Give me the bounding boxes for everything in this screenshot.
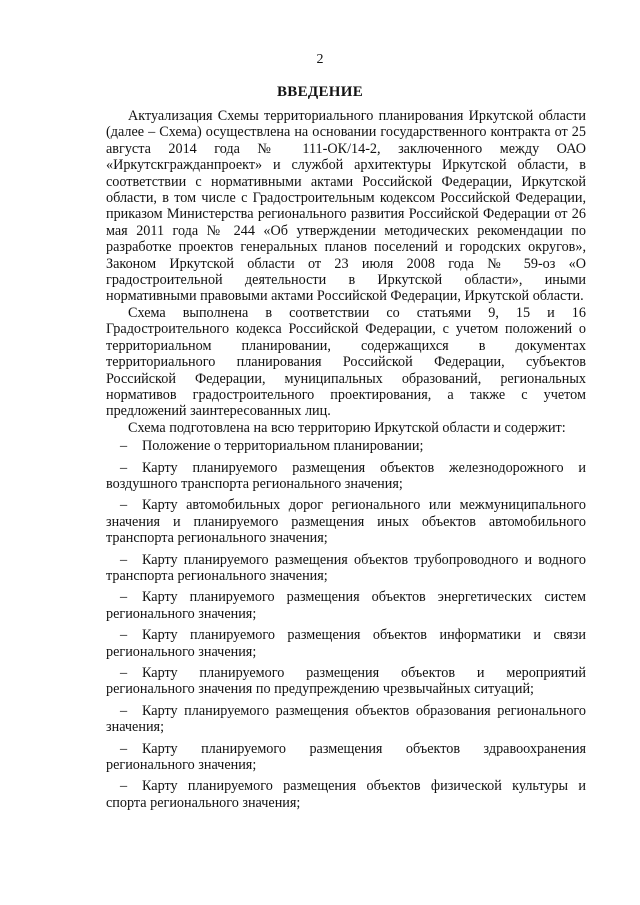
paragraph-compliance: Схема выполнена в соответствии со статьями 9, 15 и 16 Градостроительного кодекса Российской Федерации, с учетом положений о территориальном планировании, содержащихся в документах территориального планирования Российской Федерации, субъектов Российской Федерации, муниципальных образований, региональных нормативов градостроительного проектирования, а также с учетом предложений заинтересованных лиц. — [106, 304, 586, 420]
dash-marker: – — [120, 459, 128, 476]
list-item-text: Карту планируемого размещения объектов железнодорожного и воздушного транспорта регионального значения; — [106, 459, 586, 492]
dash-marker: – — [120, 497, 128, 514]
list-item-text: Карту планируемого размещения объектов энергетических систем регионального значения; — [106, 589, 586, 622]
list-item — [106, 703, 586, 736]
paragraph-contents-intro: Схема подготовлена на всю территорию Иркутской области и содержит: — [128, 419, 566, 436]
page-number: 2 — [316, 52, 324, 67]
list-item-text: Положение о территориальном планировании; — [142, 438, 424, 455]
dash-marker: – — [120, 665, 128, 681]
list-item-text: Карту планируемого размещения объектов физической культуры и спорта регионального значения; — [106, 778, 586, 811]
list-item — [106, 552, 586, 585]
list-item — [106, 589, 586, 622]
dash-marker: – — [120, 551, 128, 568]
dash-marker: – — [120, 438, 128, 455]
dash-marker: – — [120, 740, 128, 757]
dash-marker: – — [120, 627, 128, 644]
list-item — [106, 497, 586, 546]
document-body — [106, 108, 586, 811]
list-item-text: Карту планируемого размещения объектов образования регионального значения; — [106, 702, 586, 736]
dash-marker: – — [120, 778, 128, 795]
dash-marker: – — [120, 589, 128, 606]
list-item-text: Карту планируемого размещения объектов здравоохранения регионального значения; — [106, 740, 586, 774]
dash-marker: – — [120, 702, 128, 719]
list-item — [106, 741, 586, 774]
section-heading: ВВЕДЕНИЕ — [276, 84, 364, 100]
list-item-text: Карту планируемого размещения объектов трубопроводного и водного транспорта регионального значения; — [106, 551, 586, 584]
list-item — [106, 438, 586, 454]
contents-list — [106, 438, 586, 811]
list-item — [106, 665, 586, 698]
list-item-text: Карту планируемого размещения объектов и мероприятий регионального значения по предупреждению чрезвычайных ситуаций; — [106, 665, 586, 698]
list-item — [106, 778, 586, 811]
list-item-text: Карту планируемого размещения объектов информатики и связи регионального значения; — [106, 627, 586, 660]
list-item-text: Карту автомобильных дорог регионального или межмуниципального значения и планируемого размещения иных объектов автомобильного транспорта регионального значения; — [106, 497, 586, 547]
paragraph-basis: Актуализация Схемы территориального планирования Иркутской области (далее – Схема) осуществлена на основании государственного контракта от 25 августа 2014 года № 111-ОК/14-2, заключенного между ОАО «Иркутскгражданпроект» и службой архитектуры Иркутской области, в соответствии с нормативными актами Российской Федерации, Иркутской области, в том числе с Градостроительным кодексом Российской Федерации, приказом Министерства регионального развития Российской Федерации от 26 мая 2011 года № 244 «Об утверждении методических рекомендации по разработке проектов генеральных планов поселений и городских округов», Законом Иркутской области от 23 июля 2008 года № 59-оз «О градостроительной деятельности в Иркутской области», иными нормативными правовыми актами Российской Федерации, Иркутской области. — [106, 108, 586, 305]
list-item — [106, 627, 586, 660]
list-item — [106, 460, 586, 493]
